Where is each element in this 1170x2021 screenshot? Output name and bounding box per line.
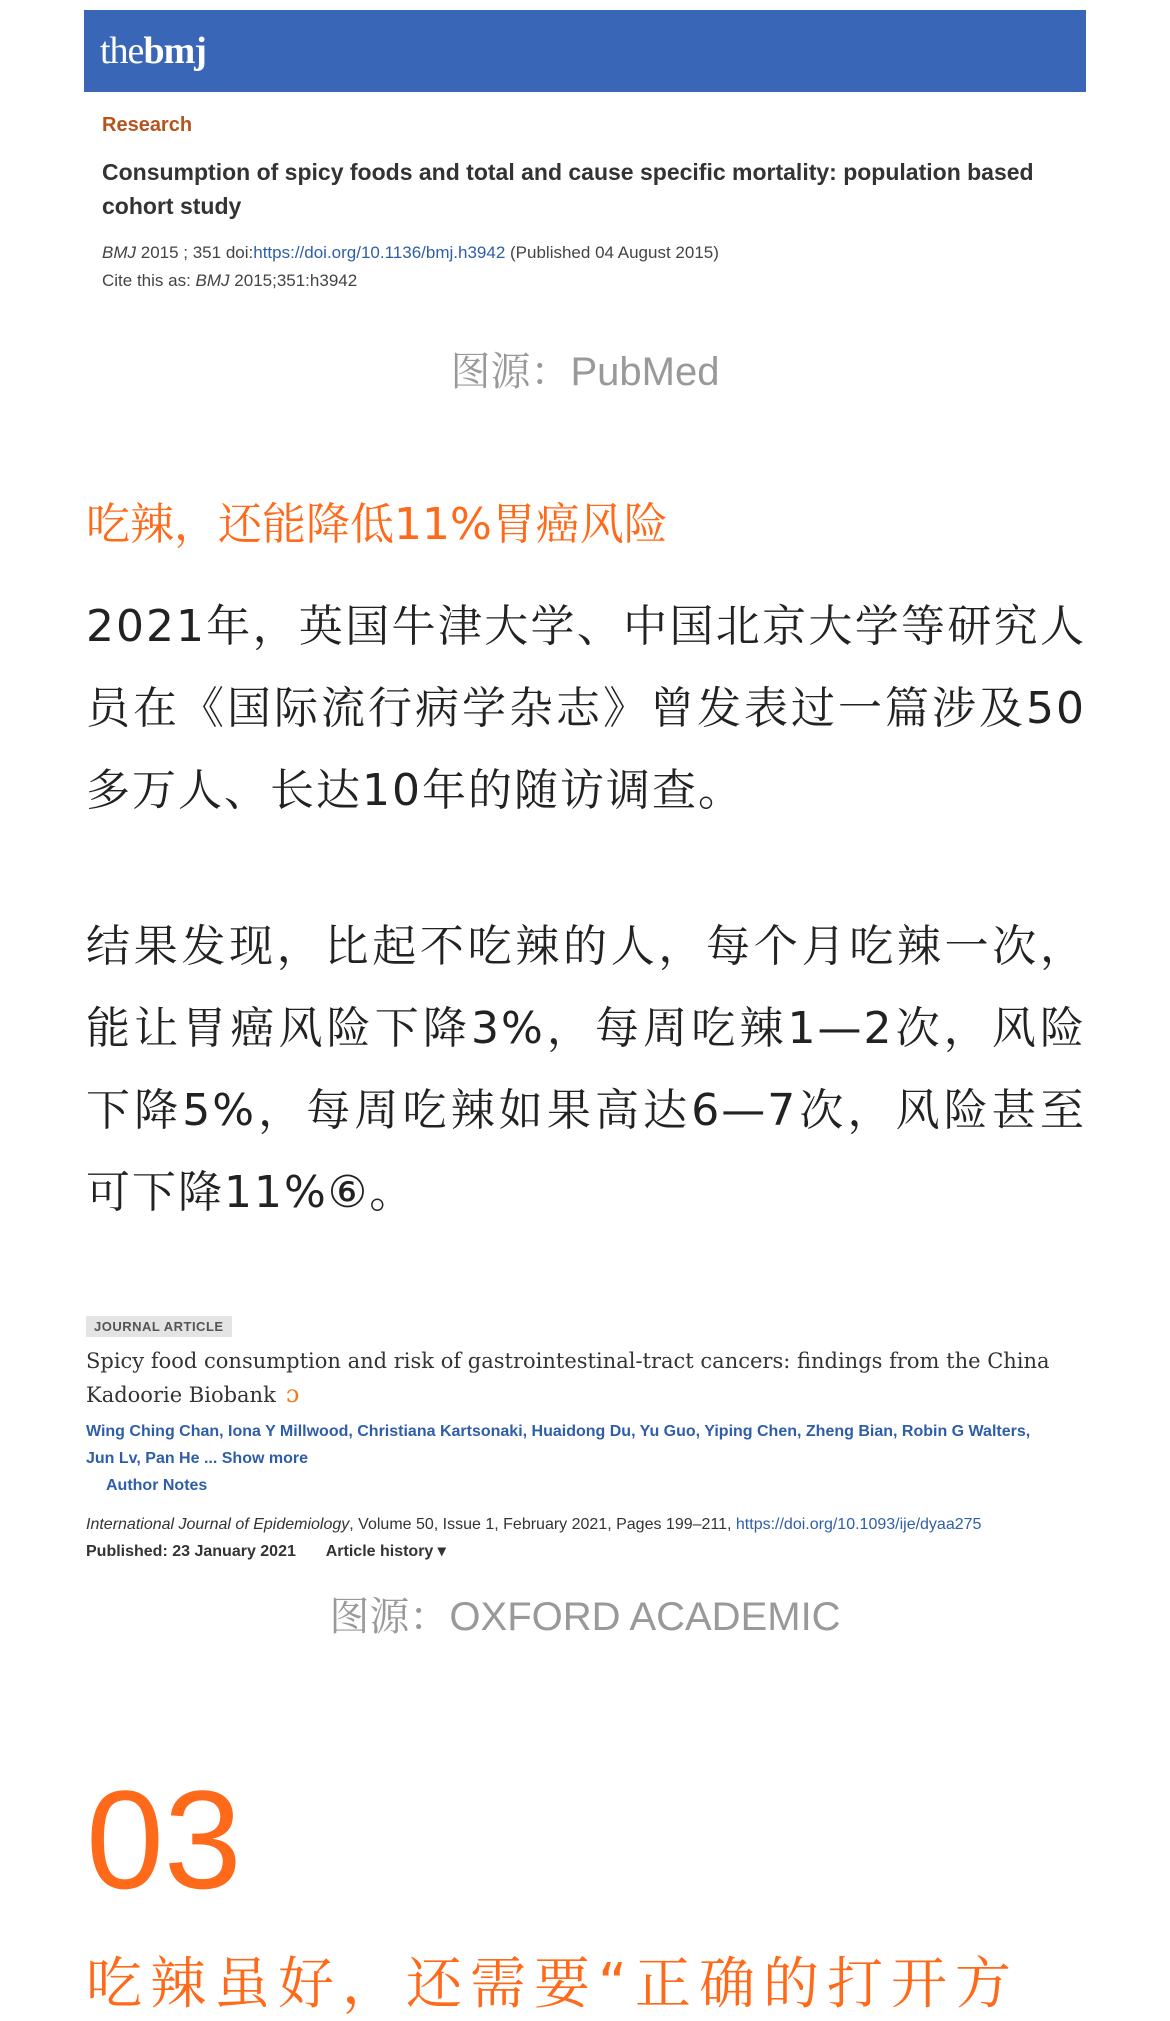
doi-link[interactable]: https://doi.org/10.1136/bmj.h3942	[253, 243, 506, 262]
bmj-logo[interactable]: thebmj	[100, 30, 206, 72]
section-title: 吃辣虽好，还需要“正确的打开方	[86, 1952, 1020, 2017]
volume: 2015 ; 351	[140, 243, 222, 262]
cite-ref: 2015;351:h3942	[234, 271, 358, 290]
published-date: Published: 23 January 2021	[86, 1543, 296, 1560]
open-access-icon: ɔ	[285, 1380, 300, 1408]
article-history-dropdown[interactable]: Article history ▾	[325, 1543, 446, 1560]
article-title[interactable]: Spicy food consumption and risk of gastrointestinal-tract cancers: findings from the China Kadoorie Biobank ɔ	[86, 1349, 1050, 1408]
image-caption-pubmed: 图源：PubMed	[450, 350, 720, 394]
article-citation	[102, 239, 1068, 295]
author-notes-link[interactable]: Author Notes	[106, 1477, 208, 1494]
cite-journal: BMJ	[195, 271, 230, 290]
journal-name: BMJ	[102, 243, 136, 262]
paragraph-study-results: 结果发现，比起不吃辣的人，每个月吃辣一次，能让胃癌风险下降3%，每周吃辣1—2次，风险下降5%，每周吃辣如果高达6—7次，风险甚至可下降11%⑥。	[86, 921, 1086, 1218]
doi-label: doi:	[225, 243, 254, 262]
article-citation: International Journal of Epidemiology, Volume 50, Issue 1, February 2021, Pages 199–211, https://doi.org/10.1093/ije/dyaa275	[86, 1516, 982, 1533]
doi-link[interactable]: https://doi.org/10.1093/ije/dyaa275	[735, 1516, 982, 1533]
cite-label: Cite this as:	[102, 271, 191, 290]
publication-info	[86, 1538, 1086, 1565]
section-number: 03	[86, 1761, 242, 1918]
article-title[interactable]: Consumption of spicy foods and total and cause specific mortality: population based cohort study	[102, 159, 1034, 219]
image-caption-oxford: 图源：OXFORD ACADEMIC	[329, 1595, 841, 1639]
author-list[interactable]: Wing Ching Chan, Iona Y Millwood, Christiana Kartsonaki, Huaidong Du, Yu Guo, Yiping Chen, Zheng Bian, Robin G Walters, Jun Lv, Pan He ... Show more	[86, 1423, 1031, 1467]
oup-article-card	[86, 1316, 1086, 1560]
paragraph-study-intro: 2021年，英国牛津大学、中国北京大学等研究人员在《国际流行病学杂志》曾发表过一篇涉及50多万人、长达10年的随访调查。	[86, 601, 1086, 816]
show-more-link[interactable]: Show more	[221, 1450, 308, 1467]
bmj-article-card	[84, 10, 1086, 310]
journal-name: International Journal of Epidemiology	[86, 1516, 350, 1533]
article-section-label: Research	[102, 114, 193, 136]
bmj-header-bar	[84, 10, 1086, 92]
journal-article-badge: JOURNAL ARTICLE	[86, 1316, 232, 1337]
section-subheading: 吃辣，还能降低11%胃癌风险	[86, 499, 668, 550]
published-date: (Published 04 August 2015)	[510, 243, 719, 262]
